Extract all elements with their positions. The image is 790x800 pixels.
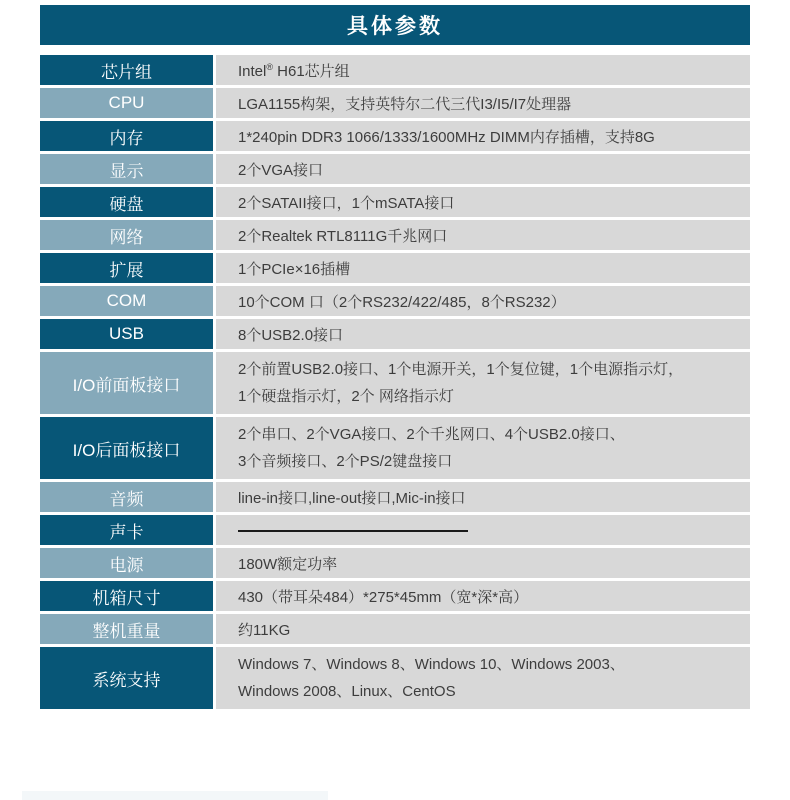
row-value [216,88,750,118]
value-line: line-in接口,line-out接口,Mic-in接口 [238,489,466,507]
row-label: 整机重量 [40,614,216,644]
row-value [216,121,750,151]
row-value [216,548,750,578]
table-row [40,187,750,217]
row-label: I/O后面板接口 [40,417,216,479]
row-value [216,286,750,316]
value-line: 2个VGA接口 [238,161,324,179]
row-value [216,515,750,545]
value-line: 约11KG [238,621,291,639]
value-line: 180W额定功率 [238,555,338,573]
row-value [216,319,750,349]
row-label: USB [40,319,216,349]
row-value [216,352,750,414]
value-line: Windows 7、Windows 8、Windows 10、Windows 2003、 [238,656,625,673]
value-line: 2个串口、2个VGA接口、2个千兆网口、4个USB2.0接口、 [238,426,625,443]
table-row [40,154,750,184]
value-line: 3个音频接口、2个PS/2键盘接口 [238,453,453,470]
value-line: 2个SATAII接口，1个mSATA接口 [238,194,455,212]
row-label: 硬盘 [40,187,216,217]
table-row [40,352,750,414]
row-value [216,647,750,709]
value-line: Intel® H61芯片组 [238,61,350,80]
row-label: 芯片组 [40,55,216,85]
table-row [40,220,750,250]
table-row [40,515,750,545]
row-value [216,253,750,283]
value-line: LGA1155构架，支持英特尔二代三代I3/I5/I7处理器 [238,95,572,113]
spec-table [40,55,750,712]
row-label: 机箱尺寸 [40,581,216,611]
value-line: 1个PCIe×16插槽 [238,260,351,278]
table-row [40,417,750,479]
row-value [216,154,750,184]
row-label: COM [40,286,216,316]
table-row [40,55,750,85]
table-row [40,548,750,578]
value-line: 8个USB2.0接口 [238,326,344,344]
table-row [40,121,750,151]
value-line: 1*240pin DDR3 1066/1333/1600MHz DIMM内存插槽，支持8G [238,128,655,146]
table-row [40,286,750,316]
value-line: 1个硬盘指示灯，2个 网络指示灯 [238,388,454,405]
value-line: 10个COM 口（2个RS232/422/485，8个RS232） [238,293,566,311]
row-label: 显示 [40,154,216,184]
row-label: CPU [40,88,216,118]
row-label: 网络 [40,220,216,250]
value-line: 2个Realtek RTL8111G千兆网口 [238,227,448,245]
table-row [40,88,750,118]
value-line: 2个前置USB2.0接口、1个电源开关，1个复位键，1个电源指示灯， [238,361,684,378]
row-value [216,482,750,512]
value-line: 430（带耳朵484）*275*45mm（宽*深*高） [238,588,529,606]
page-title: 具体参数 [40,5,750,45]
row-label: 音频 [40,482,216,512]
row-value [216,614,750,644]
table-row [40,253,750,283]
row-value [216,417,750,479]
row-label: 内存 [40,121,216,151]
table-row [40,647,750,709]
row-label: I/O前面板接口 [40,352,216,414]
table-row [40,614,750,644]
table-row [40,581,750,611]
row-label: 声卡 [40,515,216,545]
row-label: 系统支持 [40,647,216,709]
row-label: 扩展 [40,253,216,283]
row-label: 电源 [40,548,216,578]
value-line: Windows 2008、Linux、CentOS [238,683,456,700]
table-row [40,319,750,349]
row-value [216,187,750,217]
soundcard-rule [238,530,468,532]
bottom-accent-bar [22,791,328,800]
row-value [216,55,750,85]
table-row [40,482,750,512]
row-value [216,581,750,611]
row-value [216,220,750,250]
